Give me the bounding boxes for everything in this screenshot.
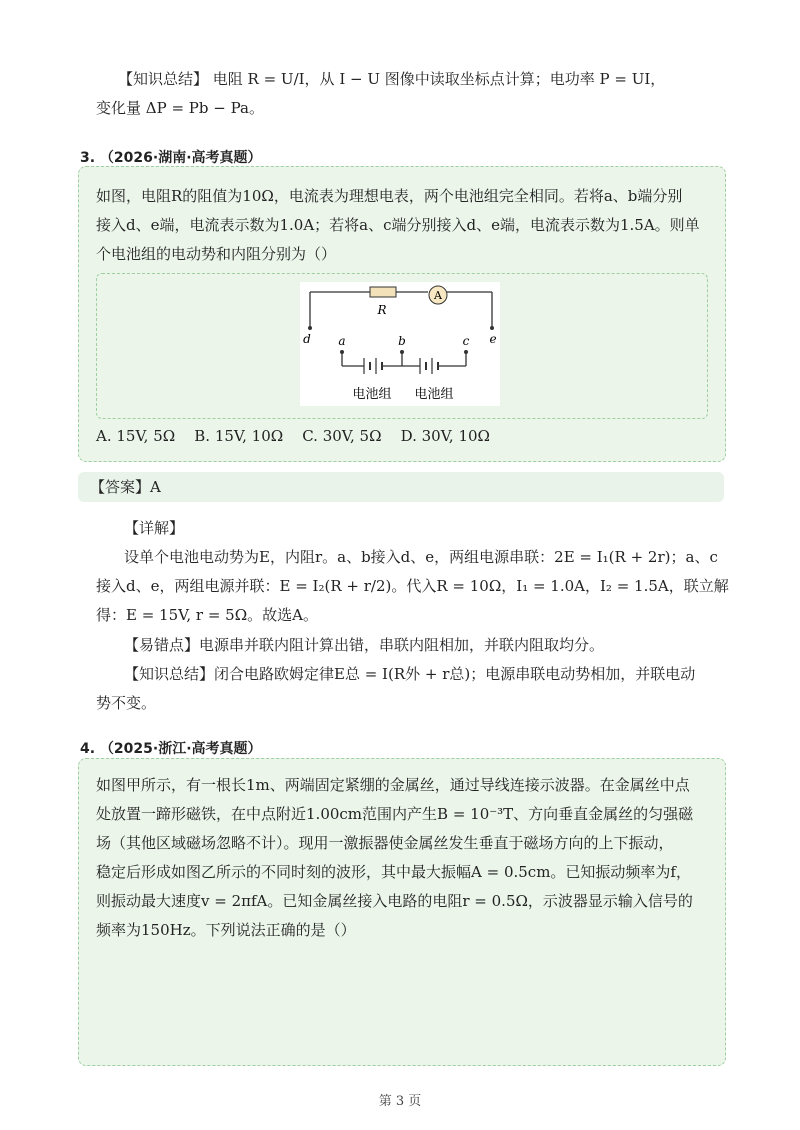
question-4-stem-line-5: 则振动最大速度v = 2πfA。已知金属丝接入电路的电阻r = 0.5Ω，示波器显示输入信号的 (96, 892, 693, 910)
answer-text: 【答案】A (90, 478, 161, 496)
resistor-label: R (377, 303, 387, 317)
detail-line-3: 得：E = 15V, r = 5Ω。故选A。 (96, 606, 318, 624)
terminal-c-label: c (462, 334, 470, 348)
question-3-header: 3. （2026·湖南·高考真题） (80, 150, 262, 166)
answer-bar (78, 472, 724, 502)
error-point: 【易错点】电源串并联内阻计算出错，串联内阻相加，并联内阻取均分。 (124, 636, 605, 654)
battery-group-label-1: 电池组 (352, 387, 392, 402)
terminal-e-label: e (489, 332, 497, 346)
knowledge-summary-line-1: 【知识总结】闭合电路欧姆定律E总 = I(R外 + r总)；电源串联电动势相加，并联电动 (124, 665, 696, 683)
ammeter-label: A (434, 289, 442, 302)
circuit-diagram (300, 282, 500, 406)
terminal-d-label: d (303, 332, 311, 346)
terminal-b-label: b (398, 334, 406, 348)
question-3-stem-line-2: 接入d、e端，电流表示数为1.0A；若将a、c端分别接入d、e端，电流表示数为1.5A。则单 (96, 216, 700, 234)
question-4-header: 4. （2025·浙江·高考真题） (80, 741, 262, 757)
detail-line-2: 接入d、e，两组电源并联：E = I₂(R + r/2)。代入R = 10Ω，I₁ = 1.0A，I₂ = 1.5A，联立解 (96, 577, 729, 595)
question-3-stem-line-1: 如图，电阻R的阻值为10Ω，电流表为理想电表，两个电池组完全相同。若将a、b端分别 (96, 187, 683, 205)
page-number: 第 3 页 (378, 1094, 422, 1109)
question-4-stem-line-2: 处放置一蹄形磁铁，在中点附近1.00cm范围内产生B = 10⁻³T、方向垂直金属丝的匀强磁 (96, 805, 694, 823)
terminal-a-label: a (338, 334, 346, 348)
battery-group-label-2: 电池组 (414, 387, 454, 402)
knowledge-summary-line-2: 势不变。 (96, 694, 157, 712)
top-summary-line-2: 变化量 ΔP = Pb − Pa。 (96, 99, 264, 117)
detail-line-1: 设单个电池电动势为E，内阻r。a、b接入d、e，两组电源串联：2E = I₁(R + 2r)；a、c (124, 548, 718, 566)
question-4-stem-line-1: 如图甲所示，有一根长1m、两端固定紧绷的金属丝，通过导线连接示波器。在金属丝中点 (96, 776, 690, 794)
question-4-stem-line-6: 频率为150Hz。下列说法正确的是（） (96, 921, 356, 939)
top-summary-line-1: 【知识总结】 电阻 R = U/I，从 I − U 图像中读取坐标点计算；电功率 P = UI， (118, 70, 666, 88)
question-4-stem-line-4: 稳定后形成如图乙所示的不同时刻的波形，其中最大振幅A = 0.5cm。已知振动频率为f， (96, 863, 691, 881)
question-3-stem-line-3: 个电池组的电动势和内阻分别为（） (96, 245, 337, 263)
resistor-r (370, 287, 396, 297)
detail-title: 【详解】 (124, 519, 185, 537)
question-4-stem-line-3: 场（其他区域磁场忽略不计）。现用一激振器使金属丝发生垂直于磁场方向的上下振动， (96, 834, 674, 852)
question-3-options: A. 15V, 5Ω B. 15V, 10Ω C. 30V, 5Ω D. 30V, 10Ω (96, 427, 490, 445)
